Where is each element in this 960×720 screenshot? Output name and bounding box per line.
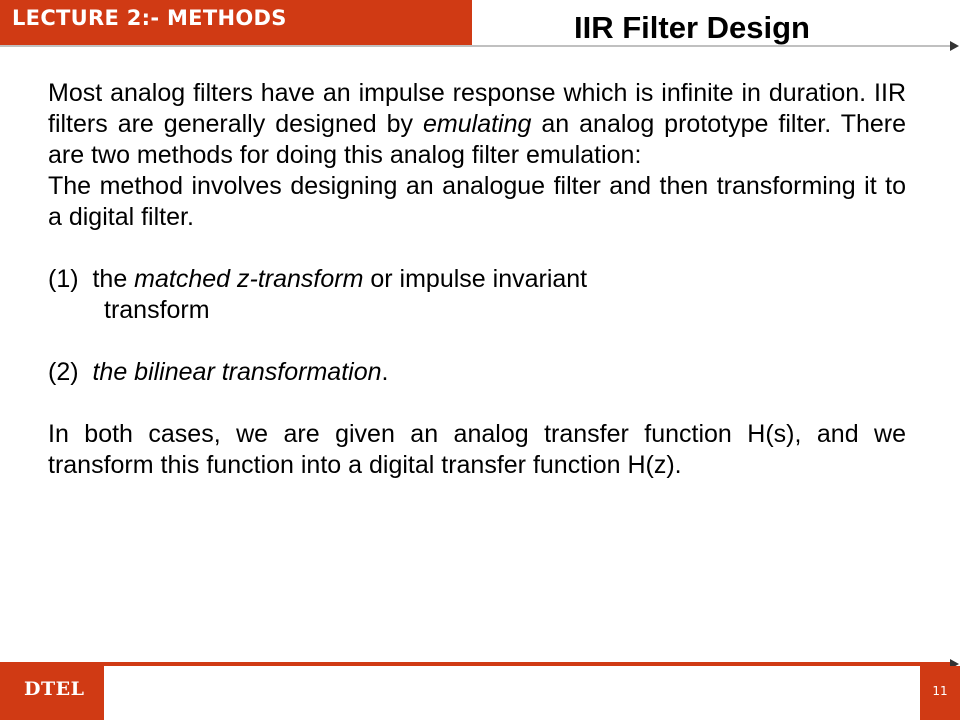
footer-rule — [0, 662, 952, 666]
intro-text-end: an analog prototype filter. There are two methods for doing this analog filter emulation: — [48, 110, 906, 169]
list-text-end: . — [381, 358, 389, 386]
spacer — [48, 326, 906, 357]
list-number: (1) — [48, 265, 79, 293]
brand-label: DTEL — [24, 678, 85, 700]
page-number: 11 — [932, 684, 948, 698]
list-number: (2) — [48, 358, 79, 386]
conclusion-paragraph: In both cases, we are given an analog transfer function H(s), and we transform this function into a digital transfer function H(z). — [48, 420, 906, 479]
list-text-end: or impulse invariant — [363, 265, 588, 293]
lecture-label: LECTURE 2:- METHODS — [12, 6, 287, 30]
arrow-right-icon — [950, 41, 959, 51]
intro-text: Most analog filters have an impulse response which is infinite in duration. IIR filters are generally designed by — [48, 79, 906, 138]
list-emphasis: matched z-transform — [134, 265, 364, 293]
list-emphasis: the bilinear transformation — [92, 358, 382, 386]
header-rule — [0, 45, 952, 47]
intro-paragraph — [48, 78, 906, 171]
list-item-1-continuation: transform — [104, 296, 210, 324]
list-item-1 — [48, 264, 906, 295]
spacer — [48, 233, 906, 264]
slide-body — [48, 78, 906, 481]
list-text: the — [92, 265, 135, 293]
list-item-2 — [48, 357, 906, 388]
intro-emphasis: emulating — [423, 110, 532, 138]
method-paragraph: The method involves designing an analogue filter and then transforming it to a digital filter. — [48, 172, 906, 231]
spacer — [48, 388, 906, 419]
slide-title: IIR Filter Design — [574, 10, 810, 45]
